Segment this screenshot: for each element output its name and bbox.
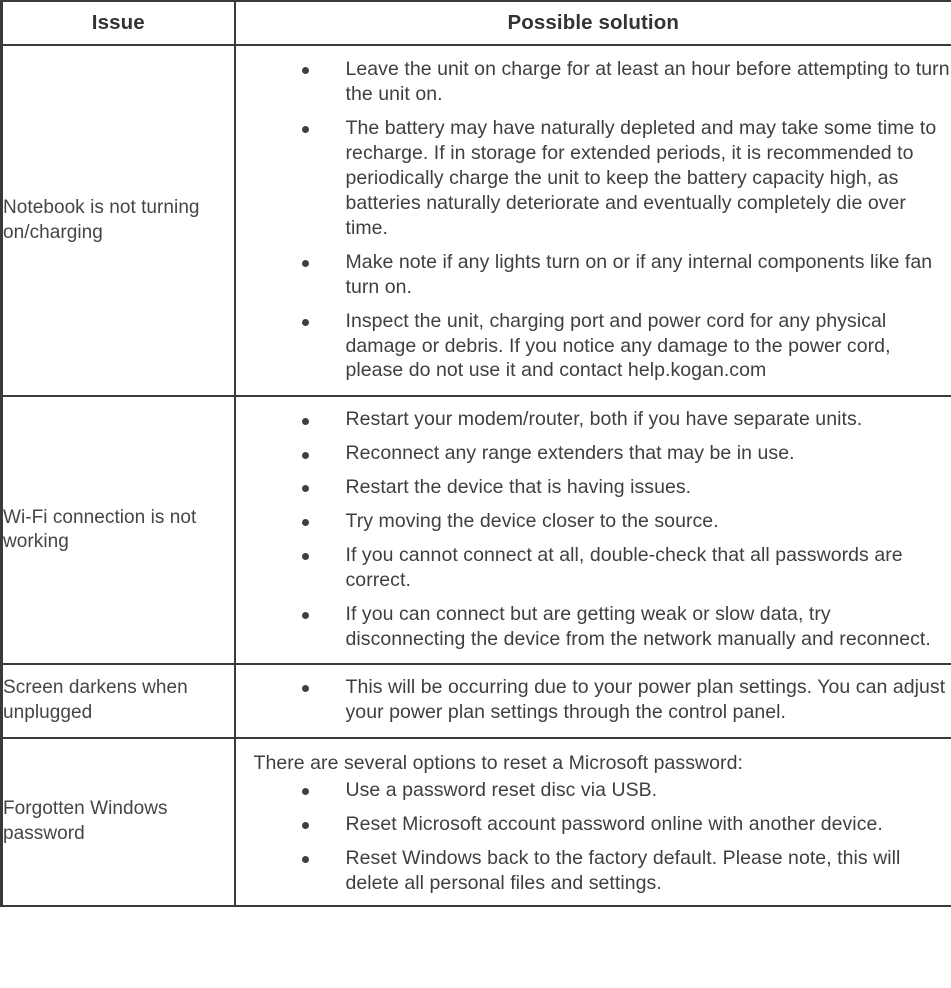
column-header-issue: Issue <box>2 1 235 45</box>
table-row <box>2 664 951 738</box>
list-item: Inspect the unit, charging port and power cord for any physical damage or debris. If you notice any damage to the power cord, please do not use it and contact help.kogan.com <box>236 309 951 384</box>
table-row <box>2 45 951 396</box>
table-row <box>2 738 951 906</box>
list-item: If you cannot connect at all, double-check that all passwords are correct. <box>236 543 951 593</box>
column-header-possible-solution: Possible solution <box>235 1 951 45</box>
solution-bullet-list <box>236 57 951 383</box>
list-item: Restart the device that is having issues. <box>236 475 951 500</box>
issue-cell: Forgotten Windows password <box>2 738 235 906</box>
table-body <box>2 45 951 906</box>
list-item: The battery may have naturally depleted and may take some time to recharge. If in storage for extended periods, it is recommended to periodically charge the unit to keep the battery capacity high, as batteries naturally deteriorate and eventually completely die over time. <box>236 116 951 241</box>
issue-cell: Screen darkens when unplugged <box>2 664 235 738</box>
list-item: Try moving the device closer to the source. <box>236 509 951 534</box>
solution-cell <box>235 396 951 664</box>
list-item: Leave the unit on charge for at least an hour before attempting to turn the unit on. <box>236 57 951 107</box>
issue-cell: Notebook is not turning on/charging <box>2 45 235 396</box>
solution-bullet-list <box>236 778 951 896</box>
solution-cell <box>235 664 951 738</box>
issue-cell: Wi-Fi connection is not working <box>2 396 235 664</box>
list-item: Reset Windows back to the factory default. Please note, this will delete all personal files and settings. <box>236 846 951 896</box>
list-item: Reconnect any range extenders that may be in use. <box>236 441 951 466</box>
solution-cell <box>235 45 951 396</box>
list-item: This will be occurring due to your power plan settings. You can adjust your power plan settings through the control panel. <box>236 675 951 725</box>
list-item: Make note if any lights turn on or if any internal components like fan turn on. <box>236 250 951 300</box>
table-row <box>2 396 951 664</box>
solution-bullet-list <box>236 407 951 652</box>
table-header-row <box>2 1 951 45</box>
list-item: Use a password reset disc via USB. <box>236 778 951 803</box>
list-item: Restart your modem/router, both if you have separate units. <box>236 407 951 432</box>
list-item: Reset Microsoft account password online with another device. <box>236 812 951 837</box>
solution-cell <box>235 738 951 906</box>
solution-bullet-list <box>236 675 951 725</box>
table-header <box>2 1 951 45</box>
solution-intro-text: There are several options to reset a Microsoft password: <box>253 751 743 774</box>
list-item: If you can connect but are getting weak or slow data, try disconnecting the device from the network manually and reconnect. <box>236 602 951 652</box>
